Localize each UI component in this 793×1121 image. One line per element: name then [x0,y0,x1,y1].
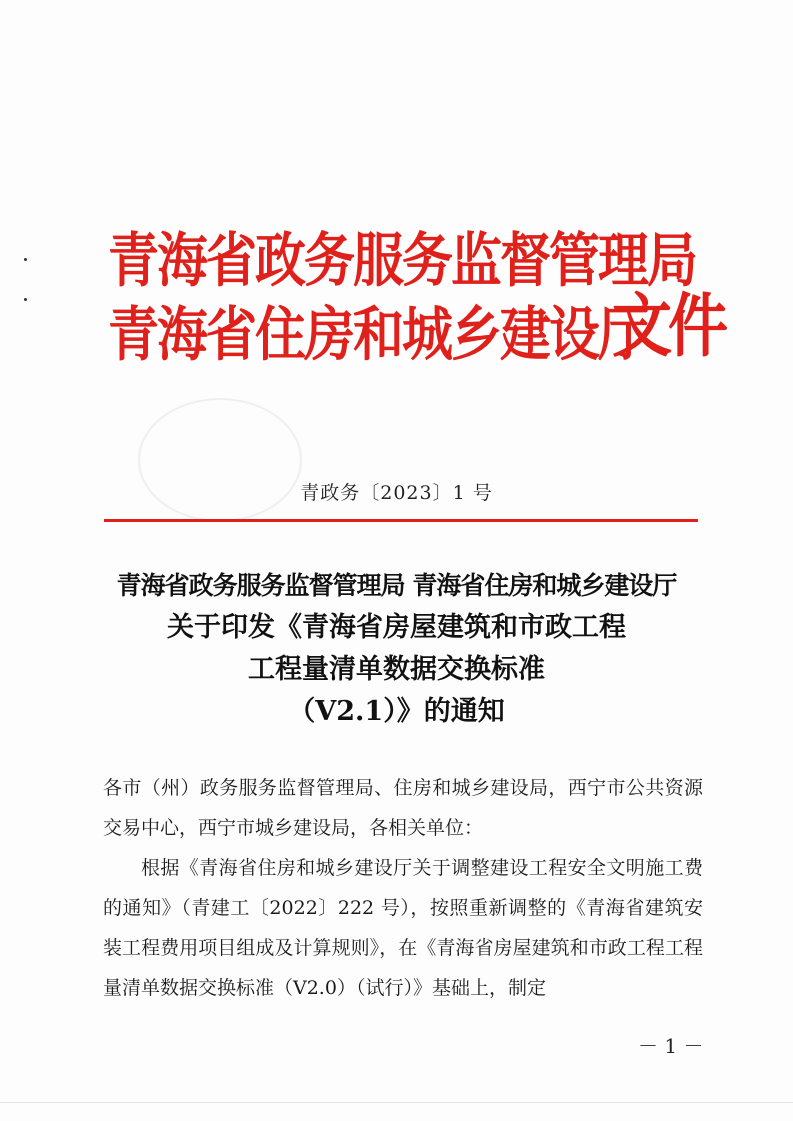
red-divider-line [104,519,698,522]
title-line-4: （V2.1）》的通知 [288,696,505,727]
document-title [0,565,793,733]
title-line-3: 工程量清单数据交换标准 [248,654,545,685]
issuer-header [108,228,724,408]
document-number: 青政务〔2023〕1 号 [300,482,493,504]
margin-mark [24,258,27,261]
body-paragraph: 根据《青海省住房和城乡建设厅关于调整建设工程安全文明施工费的通知》（青建工〔2022〕222 号），按照重新调整的《青海省建筑安装工程费用项目组成及计算规则》，在《青海省房屋建筑和市政工程工程量清单数据交换标准（V2.0）（试行）》基础上，制定 [103,857,703,999]
recipients-line: 各市（州）政务服务监督管理局、住房和城乡建设局，西宁市公共资源交易中心，西宁市城乡建设局，各相关单位： [103,777,703,839]
title-line-1: 青海省政务服务监督管理局 青海省住房和城乡建设厅 [116,571,677,600]
margin-mark [24,298,27,301]
document-word: 文件 [612,286,724,367]
scan-edge-line [0,1102,793,1103]
issuer-line-2: 青海省住房和城乡建设厅 [108,302,648,370]
document-body [103,768,703,1008]
page-number: － 1 － [638,1034,704,1058]
title-line-2: 关于印发《青海省房屋建筑和市政工程 [167,612,626,643]
issuer-line-1: 青海省政务服务监督管理局 [108,228,697,296]
